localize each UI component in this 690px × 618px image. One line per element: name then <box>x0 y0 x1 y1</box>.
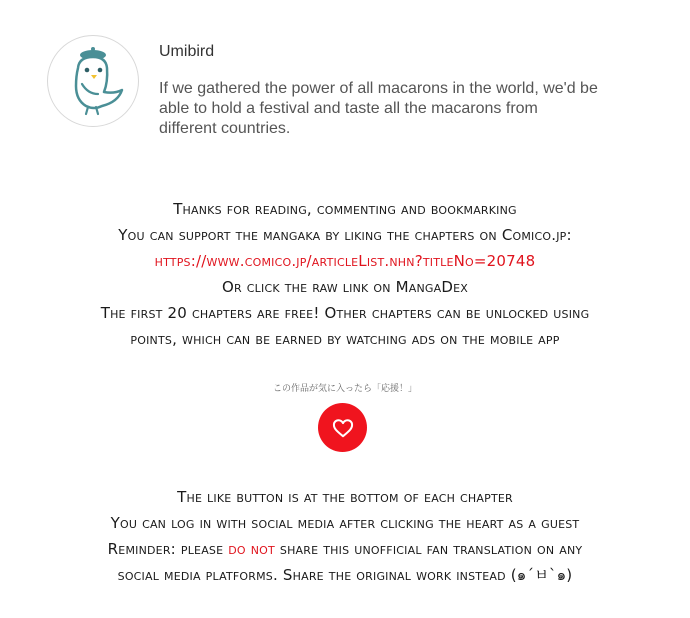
bird-icon <box>48 36 138 126</box>
author-name: Umibird <box>159 43 215 60</box>
translator-notes-bottom <box>0 484 690 588</box>
notes-line: social media platforms. Share the original work instead (๑´ㅂ`๑) <box>117 566 573 584</box>
notes-line: The like button is at the bottom of each chapter <box>177 488 513 506</box>
notes-line: points, which can be earned by watching ads on the mobile app <box>130 330 560 348</box>
avatar[interactable] <box>47 35 139 127</box>
notes-line: You can support the mangaka by liking the chapters on Comico.jp: <box>118 226 572 244</box>
author-comment-section <box>47 35 667 145</box>
heart-icon <box>332 418 354 438</box>
comico-link[interactable]: https://www.comico.jp/articleList.nhn?titleNo=20748 <box>154 252 536 270</box>
notes-line: The first 20 chapters are free! Other chapters can be unlocked using <box>100 304 590 322</box>
notes-line: Thanks for reading, commenting and bookmarking <box>173 200 517 218</box>
reminder-line <box>0 536 690 562</box>
reminder-suffix: share this unofficial fan translation on any <box>274 540 583 558</box>
notes-line: Or click the raw link on MangaDex <box>221 278 469 296</box>
author-comment-text: If we gathered the power of all macarons in the world, we'd be able to hold a festival and taste all the macarons from different countries. <box>159 80 598 137</box>
do-not-emphasis: do not <box>228 540 275 558</box>
support-label: この作品が気に入ったら「応援！」 <box>272 384 417 394</box>
notes-line: You can log in with social media after clicking the heart as a guest <box>110 514 580 532</box>
reminder-prefix: Reminder: please <box>107 540 229 558</box>
support-heart-button[interactable] <box>318 403 367 452</box>
translator-notes-top <box>0 196 690 352</box>
